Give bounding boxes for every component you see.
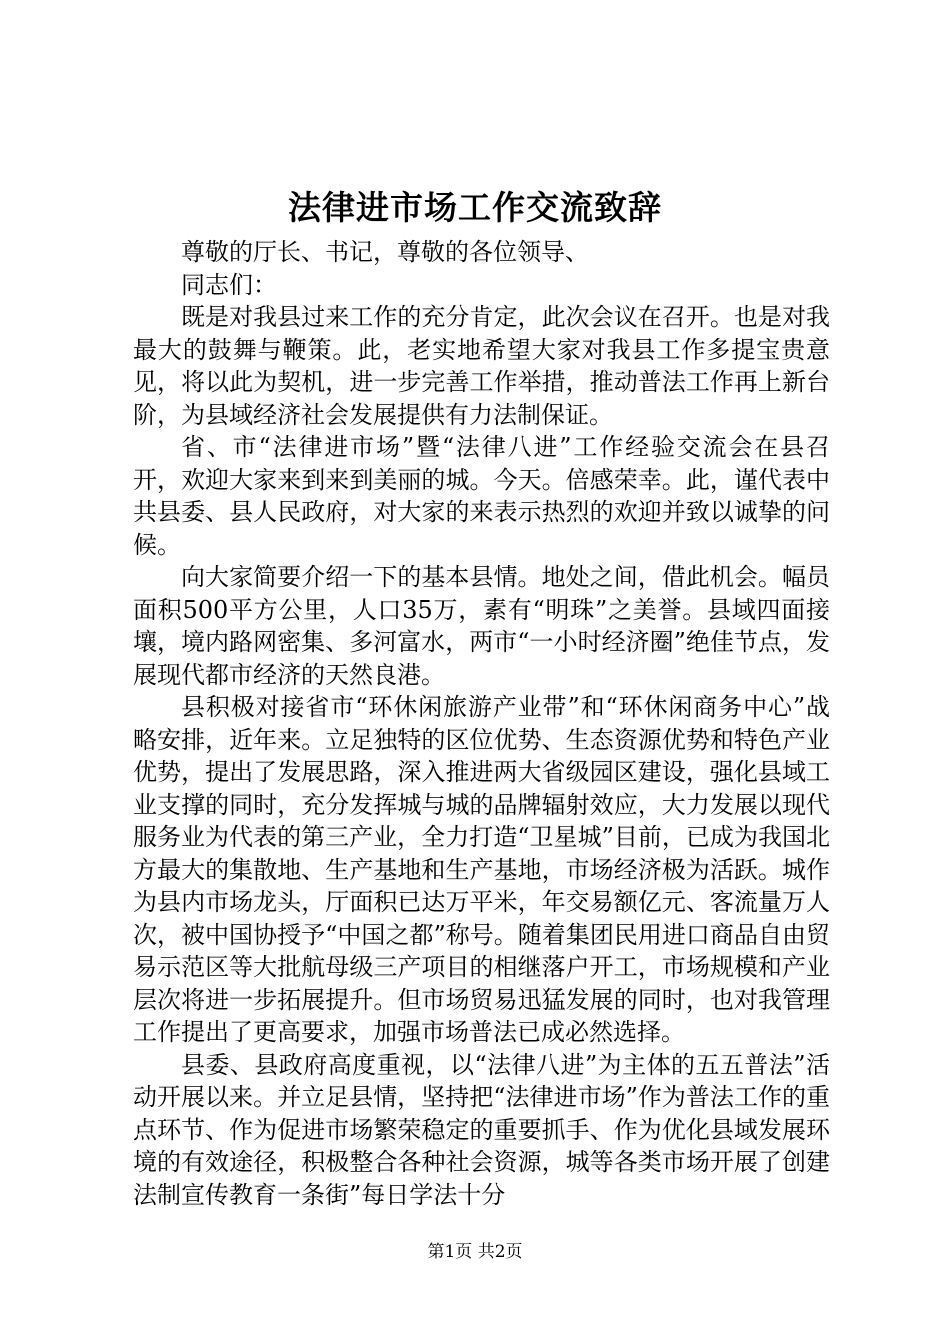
- body-paragraph: 县积极对接省市“环休闲旅游产业带”和“环休闲商务中心”战略安排，近年来。立足独特的区位优势、生态资源优势和特色产业优势，提出了发展思路，深入推进两大省级园区建设，强化县域工业支撑的同时，充分发挥城与城的品牌辐射效应，大力发展以现代服务业为代表的第三产业，全力打造“卫星城”目前，已成为我国北方最大的集散地、生产基地和生产基地，市场经济极为活跃。城作为县内市场龙头，厅面积已达万平米，年交易额亿元、客流量万人次，被中国协授予“中国之都”称号。随着集团民用进口商品自由贸易示范区等大批航母级三产项目的相继落户开工，市场规模和产业层次将进一步拓展提升。但市场贸易迅猛发展的同时，也对我管理工作提出了更高要求，加强市场普法已成必然选择。: [133, 693, 830, 1046]
- page-footer: 第1页 共2页: [427, 1242, 523, 1262]
- body-paragraph: 既是对我县过来工作的充分肯定，此次会议在召开。也是对我最大的鼓舞与鞭策。此，老实地希望大家对我县工作多提宝贵意见，将以此为契机，进一步完善工作举措，推动普法工作再上新台阶，为县域经济社会发展提供有力法制保证。: [133, 303, 830, 429]
- salutation-line: 尊敬的厅长、书记，尊敬的各位领导、: [181, 238, 589, 266]
- body-paragraph: 县委、县政府高度重视，以“法律八进”为主体的五五普法”活动开展以来。并立足县情，坚持把“法律进市场”作为普法工作的重点环节、作为促进市场繁荣稳定的重要抓手、作为优化县域发展环境的有效途径，积极整合各种社会资源，城等各类市场开展了创建法制宣传教育一条街”每日学法十分: [133, 1050, 830, 1209]
- body-paragraph: 向大家简要介绍一下的基本县情。地处之间，借此机会。幅员面积500平方公里，人口35万，素有“明珠”之美誉。县域四面接壤，境内路网密集、多河富水，两市“一小时经济圈”绝佳节点，发展现代都市经济的天然良港。: [133, 563, 830, 689]
- document-body: [133, 236, 830, 1211]
- salutation-line: 同志们：: [181, 270, 277, 299]
- body-paragraph: 省、市“法律进市场”暨“法律八进”工作经验交流会在县召开，欢迎大家来到来到美丽的城。今天。倍感荣幸。此，谨代表中共县委、县人民政府，对大家的来表示热烈的欢迎并致以诚挚的问候。: [133, 433, 830, 559]
- document-title: 法律进市场工作交流致辞: [288, 188, 662, 227]
